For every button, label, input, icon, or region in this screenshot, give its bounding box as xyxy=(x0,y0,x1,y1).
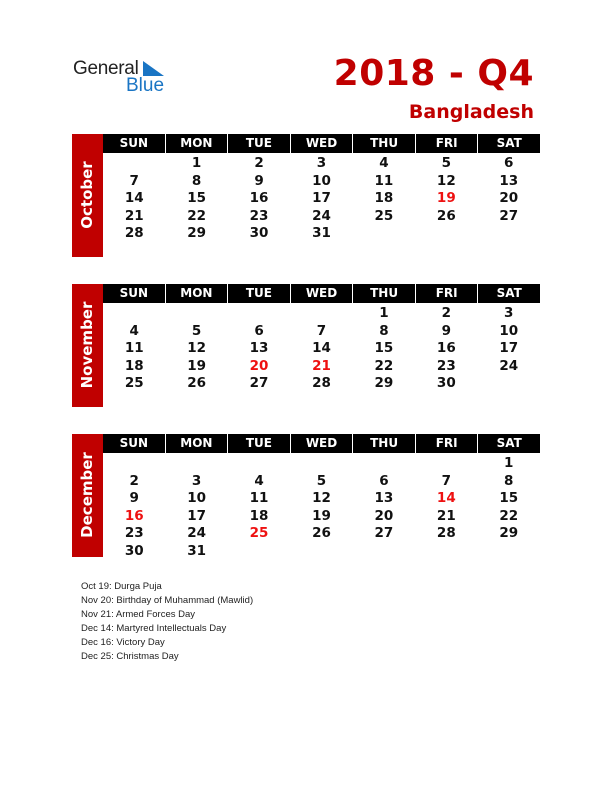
weekday-sun: SUN xyxy=(103,134,166,153)
day-cell: 26 xyxy=(312,525,331,541)
day-cell: 19 xyxy=(187,357,207,374)
empty-day-cell xyxy=(353,543,415,561)
month-name: December xyxy=(78,452,96,538)
holiday-day-cell: 20 xyxy=(249,357,269,374)
day-cell: 14 xyxy=(312,340,331,356)
day-cell: 14 xyxy=(124,190,144,206)
weekday-sun: SUN xyxy=(103,284,166,303)
day-cell: 4 xyxy=(254,472,264,489)
empty-day-cell xyxy=(228,543,290,561)
month-november xyxy=(72,284,540,407)
empty-day-cell xyxy=(415,225,477,243)
holiday-item: Dec 25: Christmas Day xyxy=(81,651,179,662)
holiday-item: Nov 21: Armed Forces Day xyxy=(81,609,196,620)
week-row xyxy=(103,473,540,491)
day-cell: 2 xyxy=(254,155,264,171)
week-row xyxy=(103,208,540,226)
day-cell: 18 xyxy=(374,190,394,206)
holiday-day-cell: 25 xyxy=(249,525,269,541)
weekday-tue: TUE xyxy=(228,284,291,303)
day-cell: 15 xyxy=(187,190,207,206)
day-cell: 4 xyxy=(129,322,139,339)
day-cell: 31 xyxy=(187,542,207,559)
week-row xyxy=(103,375,540,393)
day-cell: 1 xyxy=(504,455,514,471)
day-cell: 16 xyxy=(249,190,269,206)
month-sidebar xyxy=(72,434,103,557)
day-cell: 21 xyxy=(124,207,144,224)
weekday-tue: TUE xyxy=(228,434,291,453)
day-cell: 22 xyxy=(374,357,394,374)
day-cell: 24 xyxy=(499,357,519,374)
weekday-tue: TUE xyxy=(228,134,291,153)
day-cell: 28 xyxy=(124,225,144,241)
day-cell: 5 xyxy=(316,472,327,489)
day-cell: 6 xyxy=(504,155,514,171)
holiday-day-cell: 21 xyxy=(312,357,331,374)
weekday-mon: MON xyxy=(166,284,229,303)
holiday-item: Nov 20: Birthday of Muhammad (Mawlid) xyxy=(81,595,254,606)
day-cell: 12 xyxy=(187,340,207,356)
day-cell: 23 xyxy=(436,357,456,374)
week-row xyxy=(103,323,540,341)
day-cell: 7 xyxy=(441,472,452,489)
day-cell: 9 xyxy=(129,490,139,506)
month-name: November xyxy=(78,301,96,389)
day-cell: 27 xyxy=(499,207,519,224)
day-cell: 3 xyxy=(316,155,327,171)
day-cell: 8 xyxy=(379,322,389,339)
day-cell: 1 xyxy=(379,305,389,321)
week-row xyxy=(103,455,540,473)
week-row xyxy=(103,305,540,323)
day-cell: 3 xyxy=(191,472,202,489)
day-grid xyxy=(103,155,540,243)
weekday-thu: THU xyxy=(353,134,416,153)
empty-day-cell xyxy=(290,455,352,473)
day-cell: 29 xyxy=(374,375,394,391)
holiday-list xyxy=(81,580,253,664)
day-cell: 7 xyxy=(129,172,139,189)
weekday-fri: FRI xyxy=(416,134,479,153)
month-name: October xyxy=(78,161,96,229)
empty-day-cell xyxy=(103,455,165,473)
day-cell: 23 xyxy=(124,525,144,541)
day-cell: 11 xyxy=(124,340,144,356)
day-cell: 24 xyxy=(312,207,331,224)
holiday-day-cell: 19 xyxy=(436,190,456,206)
month-sidebar xyxy=(72,284,103,407)
weekday-mon: MON xyxy=(166,434,229,453)
day-grid xyxy=(103,305,540,393)
week-row xyxy=(103,173,540,191)
day-cell: 22 xyxy=(187,207,207,224)
weekday-sun: SUN xyxy=(103,434,166,453)
day-cell: 18 xyxy=(249,507,269,524)
empty-day-cell xyxy=(103,305,165,323)
day-cell: 6 xyxy=(379,472,389,489)
day-cell: 30 xyxy=(436,375,456,391)
empty-day-cell xyxy=(228,305,290,323)
day-cell: 12 xyxy=(312,490,331,506)
empty-day-cell xyxy=(165,305,227,323)
day-cell: 29 xyxy=(187,225,207,241)
day-cell: 10 xyxy=(187,490,207,506)
logo-word-general: General xyxy=(73,58,139,79)
week-row xyxy=(103,490,540,508)
weekday-wed: WED xyxy=(291,284,354,303)
day-cell: 13 xyxy=(499,172,519,189)
day-cell: 15 xyxy=(374,340,394,356)
day-grid xyxy=(103,455,540,560)
logo-triangle-icon xyxy=(143,61,164,76)
day-cell: 27 xyxy=(249,375,269,391)
holiday-item: Dec 16: Victory Day xyxy=(81,637,165,648)
week-row xyxy=(103,190,540,208)
day-cell: 25 xyxy=(124,375,144,391)
weekday-sat: SAT xyxy=(478,134,540,153)
day-cell: 8 xyxy=(504,472,514,489)
empty-day-cell xyxy=(415,455,477,473)
empty-day-cell xyxy=(353,225,415,243)
day-cell: 1 xyxy=(191,155,202,171)
holiday-day-cell: 16 xyxy=(124,507,144,524)
empty-day-cell xyxy=(290,305,352,323)
day-cell: 17 xyxy=(187,507,207,524)
day-cell: 13 xyxy=(249,340,269,356)
week-row xyxy=(103,225,540,243)
day-cell: 17 xyxy=(499,340,519,356)
weekday-fri: FRI xyxy=(416,434,479,453)
weekday-header xyxy=(103,434,540,453)
day-cell: 15 xyxy=(499,490,519,506)
day-cell: 12 xyxy=(436,172,456,189)
day-cell: 4 xyxy=(379,155,389,171)
holiday-day-cell: 14 xyxy=(436,490,456,506)
day-cell: 17 xyxy=(312,190,331,206)
week-row xyxy=(103,543,540,561)
day-cell: 19 xyxy=(312,507,331,524)
day-cell: 16 xyxy=(436,340,456,356)
day-cell: 28 xyxy=(436,525,456,541)
day-cell: 18 xyxy=(124,357,144,374)
week-row xyxy=(103,508,540,526)
empty-day-cell xyxy=(478,375,540,393)
day-cell: 5 xyxy=(441,155,452,171)
day-cell: 30 xyxy=(249,225,269,241)
day-cell: 20 xyxy=(374,507,394,524)
day-cell: 22 xyxy=(499,507,519,524)
day-cell: 11 xyxy=(249,490,269,506)
day-cell: 8 xyxy=(191,172,202,189)
day-cell: 30 xyxy=(124,542,144,559)
empty-day-cell xyxy=(228,455,290,473)
weekday-thu: THU xyxy=(353,434,416,453)
day-cell: 31 xyxy=(312,225,331,241)
day-cell: 20 xyxy=(499,190,519,206)
day-cell: 2 xyxy=(441,305,452,321)
empty-day-cell xyxy=(103,155,165,173)
weekday-wed: WED xyxy=(291,434,354,453)
week-row xyxy=(103,525,540,543)
weekday-thu: THU xyxy=(353,284,416,303)
day-cell: 26 xyxy=(187,375,207,391)
empty-day-cell xyxy=(478,225,540,243)
day-cell: 26 xyxy=(436,207,456,224)
empty-day-cell xyxy=(290,543,352,561)
day-cell: 10 xyxy=(499,322,519,339)
day-cell: 21 xyxy=(436,507,456,524)
weekday-sat: SAT xyxy=(478,434,540,453)
month-december xyxy=(72,434,540,557)
day-cell: 23 xyxy=(249,207,269,224)
empty-day-cell xyxy=(415,543,477,561)
day-cell: 6 xyxy=(254,322,264,339)
day-cell: 25 xyxy=(374,207,394,224)
day-cell: 13 xyxy=(374,490,394,506)
day-cell: 24 xyxy=(187,525,207,541)
day-cell: 10 xyxy=(312,172,331,189)
day-cell: 3 xyxy=(504,305,514,321)
day-cell: 9 xyxy=(441,322,452,339)
day-cell: 2 xyxy=(129,472,139,489)
day-cell: 9 xyxy=(254,172,264,189)
week-row xyxy=(103,155,540,173)
day-cell: 29 xyxy=(499,525,519,541)
month-october xyxy=(72,134,540,257)
day-cell: 11 xyxy=(374,172,394,189)
weekday-wed: WED xyxy=(291,134,354,153)
weekday-header xyxy=(103,134,540,153)
empty-day-cell xyxy=(165,455,227,473)
day-cell: 7 xyxy=(316,322,327,339)
holiday-item: Dec 14: Martyred Intellectuals Day xyxy=(81,623,227,634)
day-cell: 5 xyxy=(191,322,202,339)
logo-word-blue: Blue xyxy=(126,75,165,96)
empty-day-cell xyxy=(478,543,540,561)
day-cell: 27 xyxy=(374,525,394,541)
week-row xyxy=(103,340,540,358)
country-name: Bangladesh xyxy=(408,101,534,123)
weekday-sat: SAT xyxy=(478,284,540,303)
empty-day-cell xyxy=(353,455,415,473)
day-cell: 28 xyxy=(312,375,331,391)
holiday-item: Oct 19: Durga Puja xyxy=(81,581,162,592)
week-row xyxy=(103,358,540,376)
weekday-mon: MON xyxy=(166,134,229,153)
month-sidebar xyxy=(72,134,103,257)
weekday-fri: FRI xyxy=(416,284,479,303)
weekday-header xyxy=(103,284,540,303)
page-title: 2018 - Q4 xyxy=(333,53,534,94)
